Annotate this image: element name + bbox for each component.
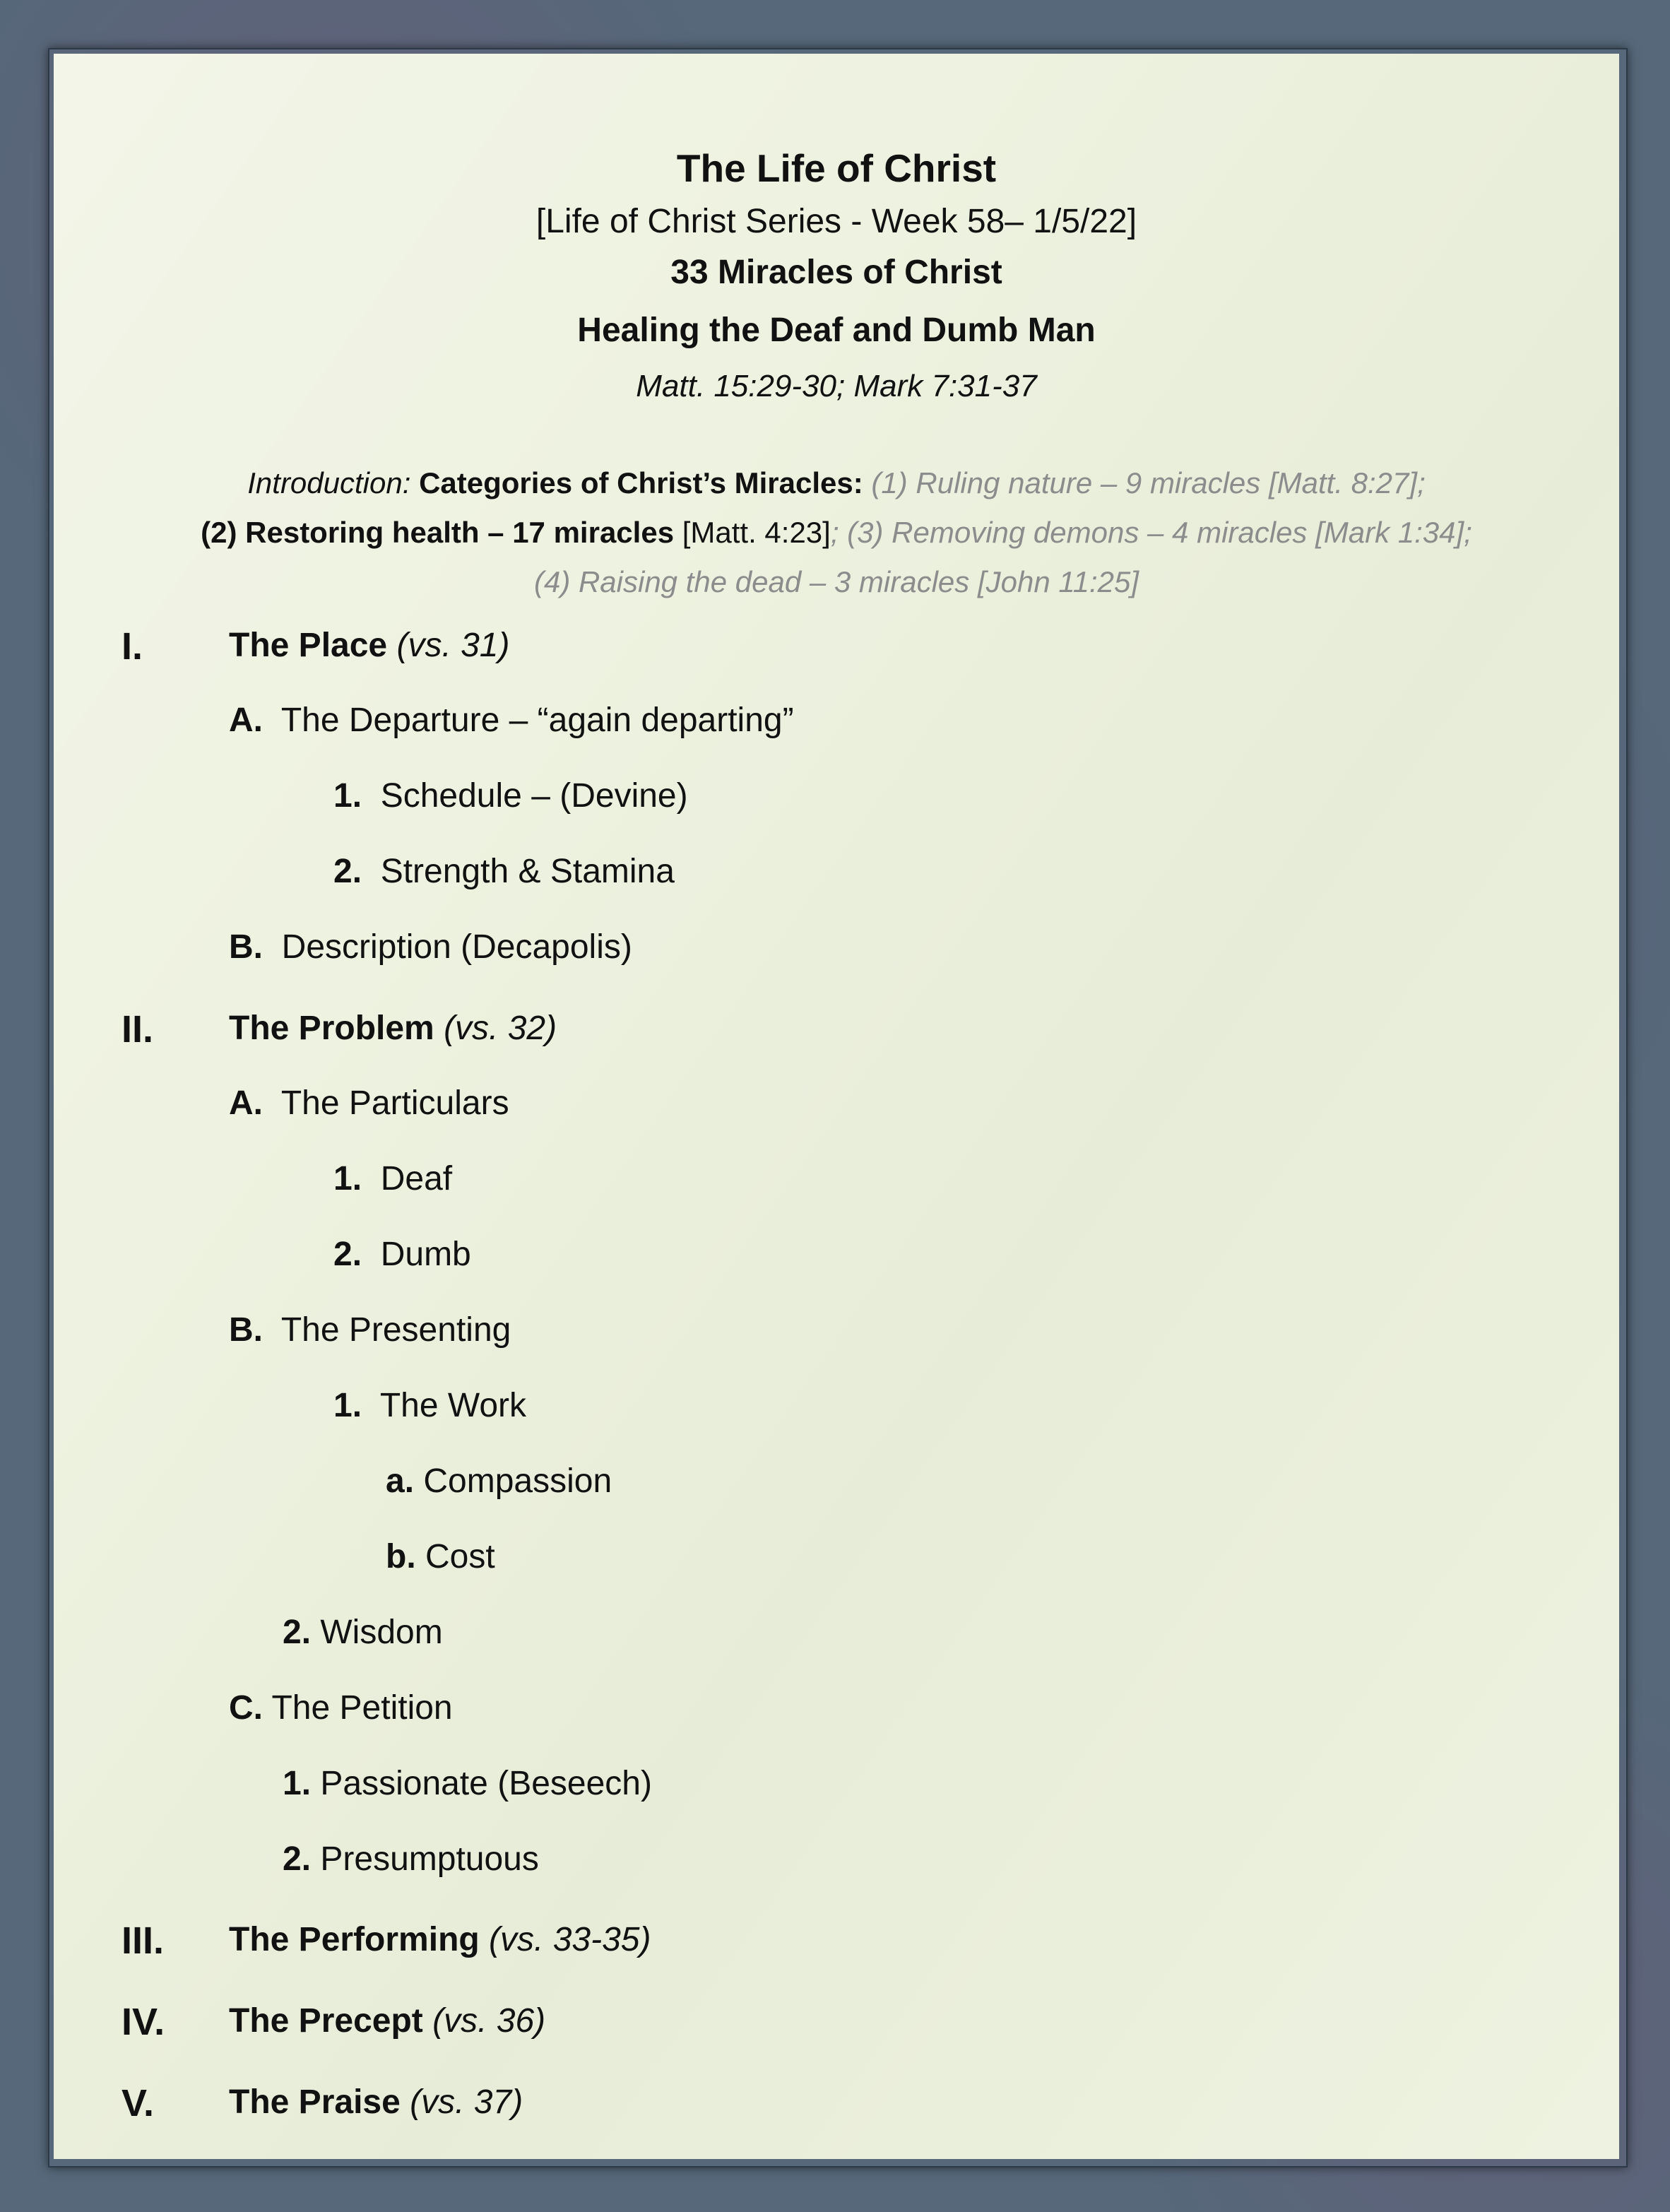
item-label: 2. xyxy=(283,1614,312,1651)
item-label: B. xyxy=(229,1311,263,1349)
item-text: Dumb xyxy=(380,1236,471,1273)
section-title: The Precept xyxy=(229,2002,423,2040)
section-heading xyxy=(229,2001,545,2040)
outline-item xyxy=(386,1537,495,1576)
section-numeral: III. xyxy=(122,1920,165,1962)
intro-line-1 xyxy=(54,466,1619,500)
outline-item xyxy=(229,1688,453,1727)
item-label: b. xyxy=(386,1538,416,1575)
section-ref: (vs. 31) xyxy=(396,627,510,664)
section-numeral: I. xyxy=(122,625,143,668)
subtitle-miracles: 33 Miracles of Christ xyxy=(670,254,1002,291)
section-heading xyxy=(229,2083,523,2122)
outline-item xyxy=(333,852,675,891)
item-label: C. xyxy=(229,1689,263,1727)
document-page xyxy=(54,54,1619,2159)
section-ref: (vs. 37) xyxy=(410,2083,523,2121)
item-text: The Particulars xyxy=(280,1084,509,1122)
item-label: B. xyxy=(229,928,263,966)
item-text: Deaf xyxy=(380,1160,453,1197)
outline-item xyxy=(229,928,632,966)
outline-item xyxy=(333,776,688,815)
item-label: 1. xyxy=(333,777,362,815)
intro-line-2 xyxy=(54,516,1619,550)
outline-item xyxy=(283,1840,539,1879)
item-label: a. xyxy=(386,1462,415,1500)
scripture-references: Matt. 15:29-30; Mark 7:31-37 xyxy=(636,369,1037,403)
section-heading xyxy=(229,1009,557,1048)
section-ref: (vs. 36) xyxy=(432,2002,546,2040)
outline-item xyxy=(229,1084,509,1123)
item-label: A. xyxy=(229,1084,263,1122)
item-text: Passionate (Beseech) xyxy=(320,1765,652,1802)
item-text: Compassion xyxy=(423,1462,612,1500)
item-text: The Work xyxy=(379,1387,527,1424)
item-text: The Presenting xyxy=(280,1311,511,1349)
section-title: The Place xyxy=(229,627,388,664)
outline-item xyxy=(333,1386,526,1425)
item-text: Cost xyxy=(425,1538,495,1575)
section-heading xyxy=(229,626,509,665)
item-label: 1. xyxy=(333,1160,362,1197)
series-line: [Life of Christ Series - Week 58– 1/5/22] xyxy=(535,203,1137,240)
page-title: The Life of Christ xyxy=(676,146,997,190)
item-label: 2. xyxy=(333,1236,362,1273)
item-label: 2. xyxy=(283,1840,312,1878)
subtitle-healing: Healing the Deaf and Dumb Man xyxy=(577,312,1096,349)
outline-item xyxy=(229,701,794,740)
item-label: 1. xyxy=(283,1765,312,1802)
section-ref: (vs. 33-35) xyxy=(489,1921,651,1958)
item-text: Description (Decapolis) xyxy=(281,928,632,966)
section-ref: (vs. 32) xyxy=(444,1010,557,1047)
item-text: Wisdom xyxy=(320,1614,443,1651)
item-text: The Petition xyxy=(271,1689,453,1727)
intro-label: Introduction: xyxy=(247,466,411,499)
section-heading xyxy=(229,1920,651,1959)
category-1: (1) Ruling nature – 9 miracles [Matt. 8:27]; xyxy=(871,466,1426,499)
intro-line-3 xyxy=(54,565,1619,599)
category-3: ; (3) Removing demons – 4 miracles [Mark 1:34]; xyxy=(830,516,1472,549)
section-title: The Problem xyxy=(229,1010,434,1047)
outline-item xyxy=(283,1764,652,1803)
intro-heading: Categories of Christ’s Miracles: xyxy=(419,466,863,499)
section-numeral: V. xyxy=(122,2082,155,2124)
outline-item xyxy=(386,1462,612,1501)
outline-item xyxy=(229,1311,511,1349)
section-title: The Performing xyxy=(229,1921,480,1958)
section-numeral: IV. xyxy=(122,2001,165,2043)
item-label: 1. xyxy=(333,1387,362,1424)
item-text: Strength & Stamina xyxy=(380,853,675,890)
item-text: Schedule – (Devine) xyxy=(380,777,688,815)
item-text: The Departure – “again departing” xyxy=(280,702,794,739)
section-numeral: II. xyxy=(122,1008,154,1051)
item-label: 2. xyxy=(333,853,362,890)
category-4: (4) Raising the dead – 3 miracles [John 11:25] xyxy=(533,565,1139,598)
category-2: (2) Restoring health – 17 miracles xyxy=(201,516,675,549)
outline-item xyxy=(283,1613,443,1652)
item-text: Presumptuous xyxy=(320,1840,539,1878)
section-title: The Praise xyxy=(229,2083,401,2121)
item-label: A. xyxy=(229,702,263,739)
outline-item xyxy=(333,1159,452,1198)
outline-item xyxy=(333,1235,471,1274)
category-2-ref: [Matt. 4:23] xyxy=(682,516,831,549)
